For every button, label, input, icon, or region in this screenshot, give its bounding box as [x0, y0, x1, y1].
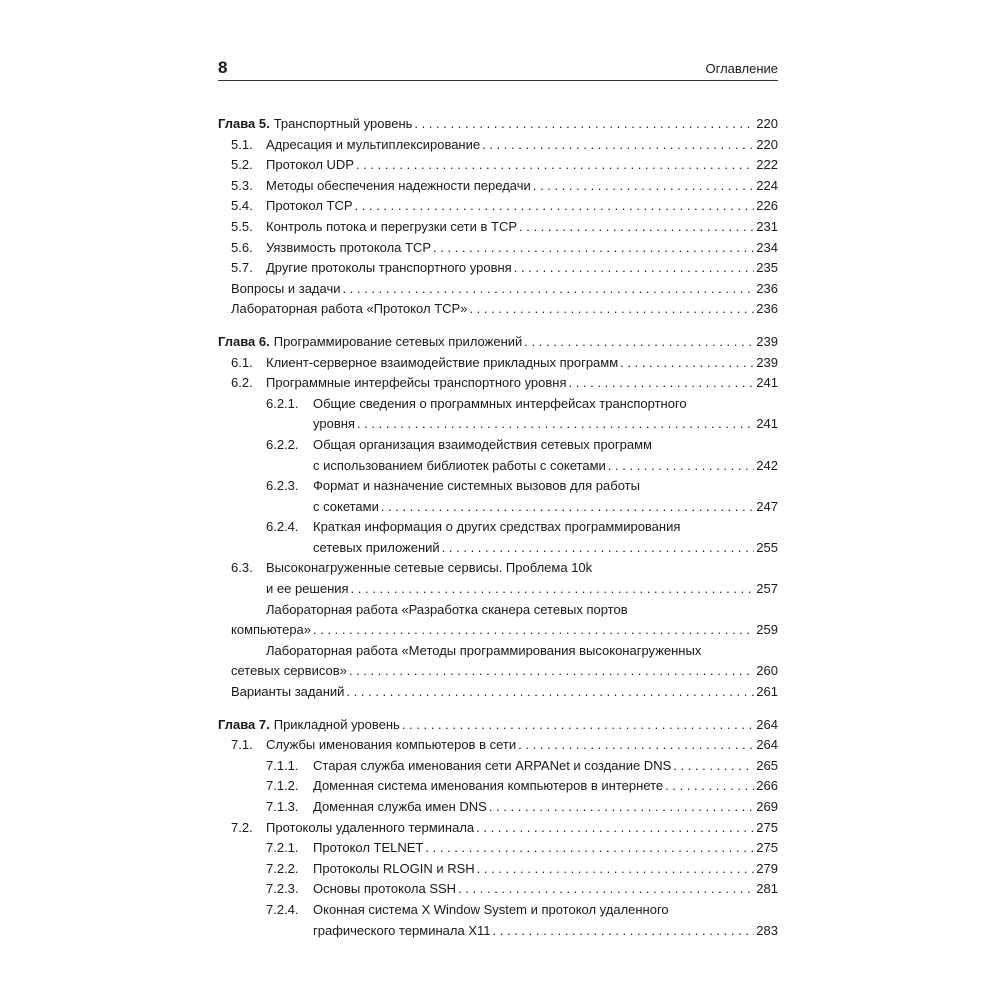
- dot-leader: [673, 756, 754, 777]
- book-page: [218, 58, 778, 938]
- dot-leader: [381, 497, 754, 518]
- page-number: 8: [218, 58, 228, 77]
- entry-number: 5.5.: [231, 218, 253, 234]
- toc-entry-line1: [218, 600, 778, 621]
- entry-title: Основы протокола SSH: [313, 881, 457, 897]
- entry-title-cont: и ее решения: [266, 581, 349, 597]
- page-ref: 231: [756, 218, 778, 234]
- entry-number: 7.1.: [231, 737, 253, 753]
- chapter-label: Глава 7.: [218, 716, 270, 732]
- dot-leader: [356, 155, 754, 176]
- chapter-heading: [218, 332, 778, 353]
- chapter-title: Транспортный уровень: [273, 116, 413, 131]
- toc-entry: [218, 818, 778, 839]
- toc-entry: [218, 353, 778, 374]
- header-rule: [218, 80, 778, 81]
- toc-entry: [218, 238, 778, 259]
- toc-entry-line2: [218, 414, 778, 435]
- entry-title: Протокол TELNET: [313, 840, 424, 856]
- toc-entry-line1: [218, 435, 778, 456]
- entry-title: Лабораторная работа «Методы программирования высоконагруженных: [266, 642, 702, 658]
- dot-leader: [313, 620, 754, 641]
- dot-leader: [665, 776, 754, 797]
- page-ref: 236: [756, 301, 778, 317]
- entry-number: 6.2.2.: [266, 436, 299, 452]
- toc-entry: [218, 838, 778, 859]
- entry-number: 7.1.3.: [266, 799, 299, 814]
- entry-number: 5.1.: [231, 136, 253, 152]
- entry-title-cont: с использованием библиотек работы с сокетами: [313, 457, 606, 473]
- dot-leader: [477, 859, 755, 880]
- toc-entry: [218, 682, 778, 703]
- entry-number: 6.1.: [231, 354, 253, 370]
- page-ref: 264: [756, 716, 778, 732]
- toc-entry: [218, 135, 778, 156]
- entry-title: Уязвимость протокола TCP: [266, 239, 432, 255]
- toc-entry-line1: [218, 517, 778, 538]
- entry-number: 6.2.: [231, 375, 253, 391]
- dot-leader: [608, 456, 755, 477]
- dot-leader: [476, 818, 754, 839]
- chapter-title: Программирование сетевых приложений: [273, 333, 523, 349]
- toc-entry: [218, 155, 778, 176]
- entry-number: 7.2.3.: [266, 881, 299, 897]
- chapter-label: Глава 6.: [218, 333, 270, 349]
- entry-title: Высоконагруженные сетевые сервисы. Проблема 10k: [266, 560, 593, 576]
- entry-number: 7.2.: [231, 819, 253, 835]
- page-header: [218, 58, 778, 84]
- entry-title: Контроль потока и перегрузки сети в TCP: [266, 218, 518, 234]
- entry-title: Доменная служба имен DNS: [313, 799, 487, 814]
- dot-leader: [569, 373, 755, 394]
- entry-number: 7.2.4.: [266, 901, 299, 917]
- toc-entry-line2: [218, 497, 778, 518]
- entry-number: 5.6.: [231, 239, 253, 255]
- entry-title-cont: с сокетами: [313, 498, 379, 514]
- entry-title: Краткая информация о других средствах программирования: [313, 519, 681, 535]
- page-ref: 241: [756, 375, 778, 391]
- entry-number: 5.7.: [231, 260, 253, 276]
- toc-entry: [218, 176, 778, 197]
- toc-entry: [218, 797, 778, 818]
- dot-leader: [524, 332, 754, 353]
- entry-number: 5.2.: [231, 157, 253, 173]
- entry-title: Программные интерфейсы транспортного уровня: [266, 375, 567, 391]
- entry-title: Лабораторная работа «Протокол TCP»: [231, 301, 468, 317]
- toc-entry: [218, 735, 778, 756]
- toc-entry: [218, 756, 778, 777]
- toc-entry: [218, 859, 778, 880]
- page-ref: 222: [756, 157, 778, 173]
- page-ref: 220: [756, 116, 778, 131]
- entry-title-cont: уровня: [313, 416, 355, 432]
- chapter-label: Глава 5.: [218, 116, 270, 131]
- toc-entry-line1: [218, 558, 778, 579]
- entry-title: Службы именования компьютеров в сети: [266, 737, 517, 753]
- entry-number: 5.3.: [231, 177, 253, 193]
- page-ref: 264: [756, 737, 778, 753]
- entry-title: Другие протоколы транспортного уровня: [266, 260, 512, 276]
- entry-title: Общие сведения о программных интерфейсах транспортного: [313, 395, 687, 411]
- toc-entry-line1: [218, 641, 778, 662]
- toc-entry: [218, 258, 778, 279]
- entry-title: Старая служба именования сети ARPANet и создание DNS: [313, 757, 672, 773]
- entry-title: Клиент-серверное взаимодействие прикладных программ: [266, 354, 619, 370]
- entry-title: Варианты заданий: [231, 684, 345, 700]
- toc-entry-line1: [218, 900, 778, 921]
- entry-title-cont: сетевых сервисов»: [231, 663, 347, 679]
- chapter-block: [218, 114, 778, 320]
- dot-leader: [351, 579, 755, 600]
- entry-title: Методы обеспечения надежности передачи: [266, 177, 531, 193]
- toc-entry: [218, 299, 778, 320]
- dot-leader: [414, 114, 754, 135]
- entry-number: 7.1.1.: [266, 757, 299, 773]
- page-ref: 260: [756, 663, 778, 679]
- page-ref: 255: [756, 539, 778, 555]
- page-ref: 247: [756, 498, 778, 514]
- entry-number: 7.1.2.: [266, 778, 299, 794]
- dot-leader: [493, 921, 755, 942]
- page-ref: 241: [756, 416, 778, 432]
- entry-title: Протоколы RLOGIN и RSH: [313, 860, 475, 876]
- page-ref: 235: [756, 260, 778, 276]
- entry-title: Протокол UDP: [266, 157, 354, 173]
- entry-title: Протокол TCP: [266, 198, 353, 214]
- toc-entry-line2: [218, 921, 778, 942]
- dot-leader: [489, 797, 754, 818]
- page-ref: 257: [756, 581, 778, 597]
- dot-leader: [349, 661, 754, 682]
- entry-title-cont: графического терминала X11: [313, 922, 491, 938]
- page-ref: 281: [756, 881, 778, 897]
- entry-number: 7.2.1.: [266, 840, 299, 856]
- dot-leader: [533, 176, 755, 197]
- page-ref: 239: [756, 333, 778, 349]
- toc-entry: [218, 279, 778, 300]
- dot-leader: [442, 538, 755, 559]
- toc-entry: [218, 373, 778, 394]
- dot-leader: [357, 414, 754, 435]
- dot-leader: [402, 715, 754, 736]
- page-ref: 283: [756, 922, 778, 938]
- toc-entry: [218, 776, 778, 797]
- entry-title: Доменная система именования компьютеров в интернете: [313, 778, 664, 794]
- toc-entry: [218, 879, 778, 900]
- entry-title: Адресация и мультиплексирование: [266, 136, 481, 152]
- table-of-contents: [218, 114, 778, 953]
- toc-entry-line1: [218, 476, 778, 497]
- dot-leader: [469, 299, 754, 320]
- entry-number: 6.2.4.: [266, 519, 299, 535]
- toc-entry-line2: [218, 538, 778, 559]
- page-ref: 224: [756, 177, 778, 193]
- dot-leader: [433, 238, 754, 259]
- page-ref: 279: [756, 860, 778, 876]
- page-ref: 266: [756, 778, 778, 794]
- toc-entry-line2: [218, 456, 778, 477]
- chapter-heading: [218, 114, 778, 135]
- entry-title-cont: компьютера»: [231, 622, 312, 638]
- dot-leader: [514, 258, 755, 279]
- entry-number: 7.2.2.: [266, 860, 299, 876]
- dot-leader: [620, 353, 754, 374]
- entry-title-cont: сетевых приложений: [313, 539, 440, 555]
- entry-number: 6.3.: [231, 560, 253, 576]
- chapter-block: [218, 715, 778, 942]
- entry-title: Общая организация взаимодействия сетевых программ: [313, 436, 652, 452]
- entry-title: Оконная система X Window System и протокол удаленного: [313, 901, 669, 917]
- toc-entry-line1: [218, 394, 778, 415]
- toc-entry-line2: [218, 661, 778, 682]
- page-ref: 236: [756, 280, 778, 296]
- running-title: Оглавление: [705, 61, 778, 76]
- page-ref: 226: [756, 198, 778, 214]
- toc-entry: [218, 196, 778, 217]
- chapter-title: Прикладной уровень: [273, 716, 400, 732]
- page-ref: 234: [756, 239, 778, 255]
- dot-leader: [518, 735, 754, 756]
- entry-number: 6.2.1.: [266, 395, 299, 411]
- entry-title: Лабораторная работа «Разработка сканера сетевых портов: [266, 601, 628, 617]
- dot-leader: [346, 682, 754, 703]
- page-ref: 242: [756, 457, 778, 473]
- entry-title: Вопросы и задачи: [231, 280, 341, 296]
- entry-number: 5.4.: [231, 198, 253, 214]
- page-ref: 275: [756, 819, 778, 835]
- page-ref: 259: [756, 622, 778, 638]
- page-ref: 265: [756, 757, 778, 773]
- dot-leader: [355, 196, 755, 217]
- dot-leader: [458, 879, 754, 900]
- page-ref: 220: [756, 136, 778, 152]
- toc-entry-line2: [218, 579, 778, 600]
- page-ref: 261: [756, 684, 778, 700]
- chapter-block: [218, 332, 778, 703]
- toc-entry-line2: [218, 620, 778, 641]
- page-ref: 269: [756, 799, 778, 814]
- dot-leader: [482, 135, 754, 156]
- page-ref: 275: [756, 840, 778, 856]
- page-ref: 239: [756, 354, 778, 370]
- entry-title: Формат и назначение системных вызовов для работы: [313, 478, 640, 494]
- entry-title: Протоколы удаленного терминала: [266, 819, 475, 835]
- dot-leader: [519, 217, 754, 238]
- chapter-heading: [218, 715, 778, 736]
- entry-number: 6.2.3.: [266, 478, 299, 494]
- dot-leader: [342, 279, 754, 300]
- toc-entry: [218, 217, 778, 238]
- dot-leader: [425, 838, 754, 859]
